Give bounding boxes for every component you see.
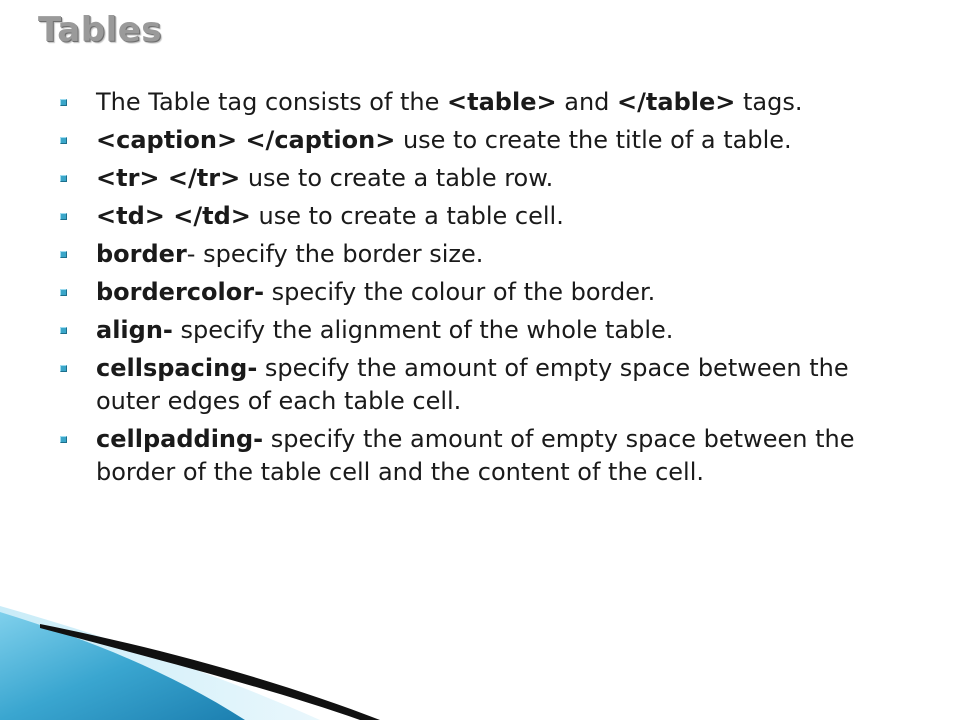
bullet-text: tags. — [735, 88, 803, 116]
square-bullet-icon — [60, 365, 67, 372]
bullet-text: - specify the border size. — [186, 240, 484, 268]
list-item — [58, 124, 858, 157]
bullet-term: <table> — [447, 88, 557, 116]
bullet-term: <tr> </tr> — [96, 164, 241, 192]
bullet-term: cellspacing- — [96, 354, 258, 382]
slide-title: Tables — [38, 10, 163, 50]
bullet-text: specify the alignment of the whole table. — [172, 316, 674, 344]
bullet-term: bordercolor- — [96, 278, 265, 306]
bullet-text: and — [556, 88, 618, 116]
bullet-term: border — [96, 240, 187, 268]
list-item — [58, 423, 858, 489]
bullet-term: cellpadding- — [96, 425, 264, 453]
bullet-text: specify the colour of the border. — [264, 278, 656, 306]
square-bullet-icon — [60, 175, 67, 182]
list-item — [58, 352, 858, 418]
square-bullet-icon — [60, 137, 67, 144]
list-item — [58, 86, 858, 119]
bullet-text: use to create a table row. — [240, 164, 554, 192]
bullet-text: specify the amount of empty space between the border of the table cell and the content of the cell. — [96, 425, 855, 486]
bullet-term: <caption> </caption> — [96, 126, 396, 154]
bullet-term: align- — [96, 316, 173, 344]
square-bullet-icon — [60, 436, 67, 443]
list-item — [58, 276, 858, 309]
list-item — [58, 314, 858, 347]
bullet-text: use to create the title of a table. — [395, 126, 792, 154]
bullet-term: <td> </td> — [96, 202, 251, 230]
list-item — [58, 200, 858, 233]
square-bullet-icon — [60, 251, 67, 258]
bullet-text: The Table tag consists of the — [96, 88, 448, 116]
square-bullet-icon — [60, 289, 67, 296]
square-bullet-icon — [60, 213, 67, 220]
square-bullet-icon — [60, 327, 67, 334]
bullet-text: specify the amount of empty space between the outer edges of each table cell. — [96, 354, 849, 415]
bullet-text: use to create a table cell. — [250, 202, 564, 230]
list-item — [58, 162, 858, 195]
list-item — [58, 238, 858, 271]
square-bullet-icon — [60, 99, 67, 106]
bullet-list — [58, 86, 858, 494]
bullet-term: </table> — [617, 88, 736, 116]
